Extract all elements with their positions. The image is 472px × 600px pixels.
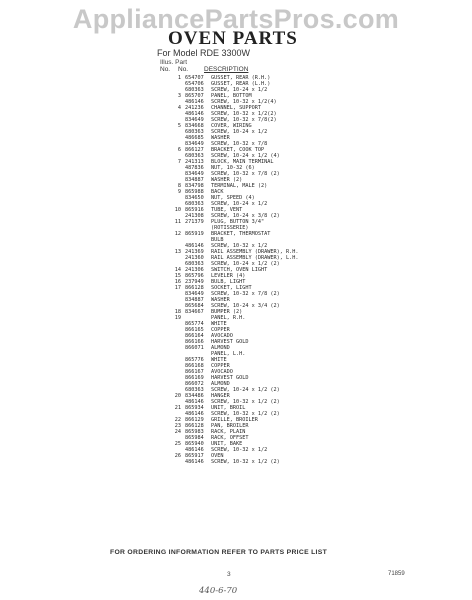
illus-number: 22 bbox=[174, 417, 181, 423]
part-description: SCREW, 10-24 x 1/2 (4) bbox=[211, 153, 280, 159]
part-description: BLOCK, MAIN TERMINAL bbox=[211, 159, 274, 165]
part-description: SCREW, 10-24 x 1/2 (2) bbox=[211, 261, 280, 267]
part-number: 866166 bbox=[185, 339, 204, 345]
part-number: 241236 bbox=[185, 105, 204, 111]
col-header-part-no: No. bbox=[178, 66, 189, 73]
part-description: ALMOND bbox=[211, 381, 230, 387]
part-number: 834887 bbox=[185, 177, 204, 183]
part-description: BRACKET, THERMOSTAT bbox=[211, 231, 271, 237]
part-number: 866072 bbox=[185, 381, 204, 387]
illus-number: 25 bbox=[174, 441, 181, 447]
part-number: 866129 bbox=[185, 417, 204, 423]
illus-number: 23 bbox=[174, 423, 181, 429]
part-description: UNIT, BAKE bbox=[211, 441, 243, 447]
part-description: SCREW, 10-24 x 1/2 bbox=[211, 87, 268, 93]
part-number: 834649 bbox=[185, 171, 204, 177]
part-number: 866071 bbox=[185, 345, 204, 351]
part-number: 680363 bbox=[185, 387, 204, 393]
illus-number: 10 bbox=[174, 207, 181, 213]
part-number: 834887 bbox=[185, 297, 204, 303]
part-description: CHANNEL, SUPPORT bbox=[211, 105, 261, 111]
part-description: SCREW, 10-24 x 3/8 (2) bbox=[211, 213, 280, 219]
part-description: PLUG, BUTTON 3/4" bbox=[211, 219, 265, 225]
watermark: AppliancePartsPros.com bbox=[72, 4, 400, 34]
part-number: 865917 bbox=[185, 453, 204, 459]
part-description: SCREW, 10-24 x 1/2 bbox=[211, 201, 268, 207]
part-number: 834650 bbox=[185, 195, 204, 201]
part-description: SCREW, 10-32 x 7/8 bbox=[211, 141, 268, 147]
part-description: COVER, WIRING bbox=[211, 123, 252, 129]
part-number: 865707 bbox=[185, 93, 204, 99]
part-description: COPPER bbox=[211, 327, 230, 333]
part-description: RACK, PLAIN bbox=[211, 429, 246, 435]
part-description: SCREW, 10-32 x 1/2(4) bbox=[211, 99, 277, 105]
illus-number: 9 bbox=[177, 189, 181, 195]
part-number: 834668 bbox=[185, 123, 204, 129]
part-number: 865983 bbox=[185, 429, 204, 435]
part-description: SCREW, 10-32 x 1/2 (2) bbox=[211, 459, 280, 465]
part-description: SCREW, 10-32 x 7/8 (2) bbox=[211, 171, 280, 177]
illus-number: 13 bbox=[174, 249, 181, 255]
part-description: SCREW, 10-32 x 1/2 (2) bbox=[211, 411, 280, 417]
part-description: SCREW, 10-32 x 1/2 bbox=[211, 447, 268, 453]
part-number: 866128 bbox=[185, 423, 204, 429]
parts-row bbox=[171, 459, 331, 465]
handwritten-note: 440-6-70 bbox=[199, 586, 238, 596]
part-description: PANEL, BOTTOM bbox=[211, 93, 252, 99]
part-description: WASHER bbox=[211, 297, 230, 303]
part-description: GRILLE, BROILER bbox=[211, 417, 258, 423]
part-description: (ROTISSERIE) bbox=[211, 225, 249, 231]
part-number: 486146 bbox=[185, 447, 204, 453]
part-description: BULB bbox=[211, 237, 224, 243]
part-description: OVEN bbox=[211, 453, 224, 459]
part-number: 865916 bbox=[185, 207, 204, 213]
part-number: 241313 bbox=[185, 159, 204, 165]
ordering-info-note: FOR ORDERING INFORMATION REFER TO PARTS PRICE LIST bbox=[110, 549, 328, 556]
part-number: 680363 bbox=[185, 261, 204, 267]
part-number: 866169 bbox=[185, 375, 204, 381]
col-header-description: DESCRIPTION bbox=[204, 66, 249, 73]
part-number: 866164 bbox=[185, 333, 204, 339]
part-number: 865984 bbox=[185, 435, 204, 441]
part-description: PANEL, L.H. bbox=[211, 351, 246, 357]
part-number: 654706 bbox=[185, 81, 204, 87]
part-number: 241360 bbox=[185, 255, 204, 261]
part-description: SWITCH, OVEN LIGHT bbox=[211, 267, 268, 273]
part-number: 654707 bbox=[185, 75, 204, 81]
part-number: 834649 bbox=[185, 291, 204, 297]
illus-number: 11 bbox=[174, 219, 181, 225]
part-number: 834798 bbox=[185, 183, 204, 189]
part-description: SCREW, 10-32 x 1/2(2) bbox=[211, 111, 277, 117]
part-number: 865776 bbox=[185, 357, 204, 363]
illus-number: 14 bbox=[174, 267, 181, 273]
part-description: PAN, BROILER bbox=[211, 423, 249, 429]
part-number: 680363 bbox=[185, 201, 204, 207]
page-number: 3 bbox=[227, 571, 231, 578]
part-number: 271379 bbox=[185, 219, 204, 225]
part-description: GUSSET, REAR (R.H.) bbox=[211, 75, 271, 81]
part-number: 866128 bbox=[185, 285, 204, 291]
part-description: TUBE, VENT bbox=[211, 207, 243, 213]
part-description: RAIL ASSEMBLY (DRAWER), R.H. bbox=[211, 249, 299, 255]
illus-number: 6 bbox=[177, 147, 181, 153]
part-description: BUMPER (2) bbox=[211, 309, 243, 315]
illus-number: 3 bbox=[177, 93, 181, 99]
part-description: WASHER bbox=[211, 135, 230, 141]
part-number: 680363 bbox=[185, 87, 204, 93]
part-number: 865796 bbox=[185, 273, 204, 279]
part-number: 241308 bbox=[185, 213, 204, 219]
illus-number: 17 bbox=[174, 285, 181, 291]
part-description: COPPER bbox=[211, 363, 230, 369]
part-number: 865934 bbox=[185, 405, 204, 411]
part-number: 834649 bbox=[185, 141, 204, 147]
part-description: AVOCADO bbox=[211, 369, 233, 375]
model-line: For Model RDE 3300W bbox=[157, 48, 251, 58]
part-number: 486146 bbox=[185, 99, 204, 105]
illus-number: 4 bbox=[177, 105, 181, 111]
illus-number: 8 bbox=[177, 183, 181, 189]
part-number: 865774 bbox=[185, 321, 204, 327]
illus-part-label: Illus. Part bbox=[160, 59, 188, 66]
illus-number: 24 bbox=[174, 429, 181, 435]
part-description: SOCKET, LIGHT bbox=[211, 285, 252, 291]
part-description: UNIT, BROIL bbox=[211, 405, 246, 411]
part-number: 834486 bbox=[185, 393, 204, 399]
part-description: RACK, OFFSET bbox=[211, 435, 249, 441]
part-number: 866167 bbox=[185, 369, 204, 375]
part-number: 834649 bbox=[185, 117, 204, 123]
part-description: WHITE bbox=[211, 321, 227, 327]
part-number: 834667 bbox=[185, 309, 204, 315]
part-number: 866127 bbox=[185, 147, 204, 153]
part-description: NUT, SPEED (4) bbox=[211, 195, 255, 201]
col-header-illus-no: No. bbox=[160, 66, 171, 73]
part-number: 865919 bbox=[185, 231, 204, 237]
part-description: ALMOND bbox=[211, 345, 230, 351]
page-title: OVEN PARTS bbox=[168, 28, 298, 49]
illus-number: 18 bbox=[174, 309, 181, 315]
part-description: BACK bbox=[211, 189, 224, 195]
illus-number: 20 bbox=[174, 393, 181, 399]
part-description: LEVELER (4) bbox=[211, 273, 246, 279]
part-description: PANEL, R.H. bbox=[211, 315, 246, 321]
part-description: BULB, LIGHT bbox=[211, 279, 246, 285]
illus-number: 16 bbox=[174, 279, 181, 285]
part-description: SCREW, 10-24 x 1/2 bbox=[211, 129, 268, 135]
part-number: 865940 bbox=[185, 441, 204, 447]
part-description: TERMINAL, MALE (2) bbox=[211, 183, 268, 189]
part-description: SCREW, 10-32 x 1/2 (2) bbox=[211, 399, 280, 405]
part-description: SCREW, 10-24 x 1/2 (2) bbox=[211, 387, 280, 393]
illus-number: 1 bbox=[177, 75, 181, 81]
illus-number: 26 bbox=[174, 453, 181, 459]
part-description: HARVEST GOLD bbox=[211, 375, 249, 381]
part-description: GUSSET, REAR (L.H.) bbox=[211, 81, 271, 87]
part-description: BRACKET, COOK TOP bbox=[211, 147, 265, 153]
part-number: 865684 bbox=[185, 303, 204, 309]
part-description: HANGER bbox=[211, 393, 230, 399]
illus-number: 15 bbox=[174, 273, 181, 279]
part-number: 241369 bbox=[185, 249, 204, 255]
part-description: AVOCADO bbox=[211, 333, 233, 339]
document-number: 71859 bbox=[388, 571, 405, 577]
part-description: SCREW, 10-32 x 1/2 bbox=[211, 243, 268, 249]
part-number: 866165 bbox=[185, 327, 204, 333]
part-number: 241306 bbox=[185, 267, 204, 273]
part-number: 486146 bbox=[185, 243, 204, 249]
part-description: SCREW, 10-32 x 7/8 (2) bbox=[211, 291, 280, 297]
part-number: 680363 bbox=[185, 153, 204, 159]
part-number: 680363 bbox=[185, 129, 204, 135]
part-description: WASHER (2) bbox=[211, 177, 243, 183]
illus-number: 5 bbox=[177, 123, 181, 129]
part-description: SCREW, 10-24 x 3/4 (2) bbox=[211, 303, 280, 309]
part-number: 866168 bbox=[185, 363, 204, 369]
part-number: 486146 bbox=[185, 411, 204, 417]
part-number: 486146 bbox=[185, 111, 204, 117]
illus-number: 7 bbox=[177, 159, 181, 165]
part-number: 237949 bbox=[185, 279, 204, 285]
part-description: WHITE bbox=[211, 357, 227, 363]
part-number: 486146 bbox=[185, 459, 204, 465]
part-number: 487836 bbox=[185, 165, 204, 171]
illus-number: 21 bbox=[174, 405, 181, 411]
part-description: NUT, 10-32 (6) bbox=[211, 165, 255, 171]
part-number: 486146 bbox=[185, 399, 204, 405]
parts-list bbox=[171, 75, 331, 465]
part-description: HARVEST GOLD bbox=[211, 339, 249, 345]
part-description: RAIL ASSEMBLY (DRAWER), L.H. bbox=[211, 255, 299, 261]
part-number: 486685 bbox=[185, 135, 204, 141]
illus-number: 19 bbox=[174, 315, 181, 321]
part-description: SCREW, 10-32 x 7/8(2) bbox=[211, 117, 277, 123]
part-number: 865988 bbox=[185, 189, 204, 195]
illus-number: 12 bbox=[174, 231, 181, 237]
